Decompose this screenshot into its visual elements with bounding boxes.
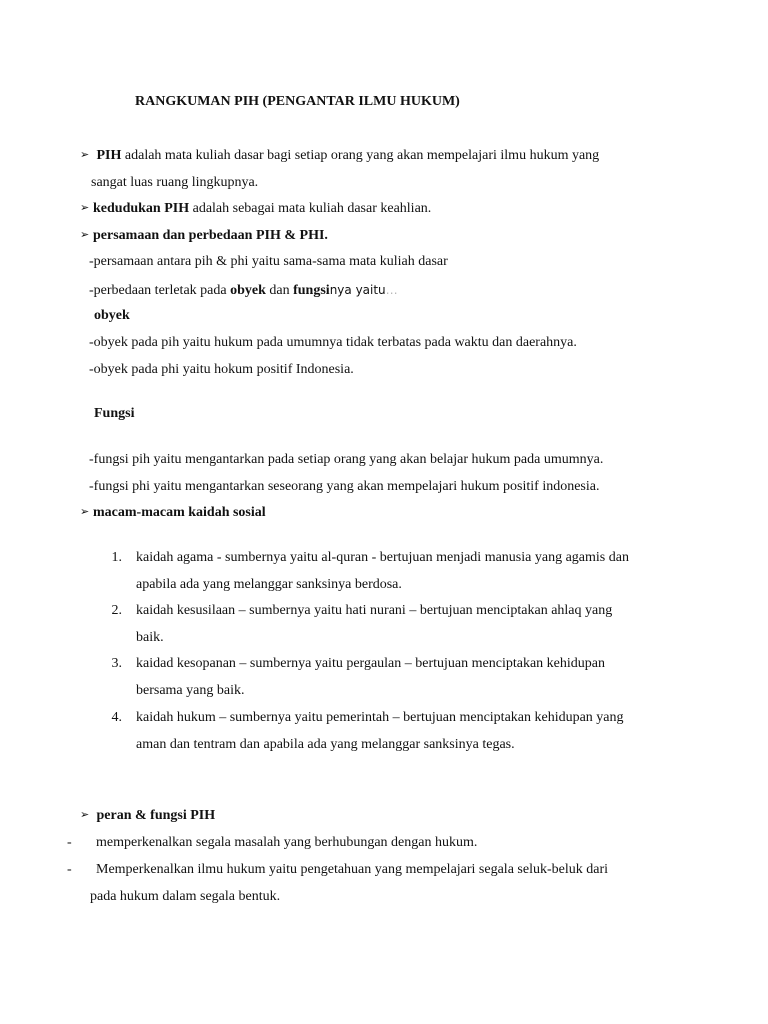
bullet-bold-term: PIH [96,148,122,163]
fungsi-line-2: -fungsi phi yaitu mengantarkan seseorang yang akan mempelajari hukum positif indonesia. [89,479,600,494]
bullet-kedudukan [80,200,431,218]
arrow-bullet-icon: ➢ [80,201,90,214]
list-item-line-1: kaidah hukum – sumbernya yaitu pemerintah – bertujuan menciptakan kehidupan yang [136,710,624,725]
bullet-peran-fungsi [80,807,215,825]
bullet-persamaan-perbedaan [80,227,328,245]
perbedaan-mid: dan [265,283,294,298]
list-item-line-1: kaidah kesusilaan – sumbernya yaitu hati nurani – bertujuan menciptakan ahlaq yang [136,603,613,618]
arrow-bullet-icon: ➢ [80,148,90,161]
list-number: 4. [111,710,122,725]
bullet-kaidah-sosial [80,504,266,522]
bullet-bold-term: peran & fungsi PIH [96,808,216,823]
bullet-continuation: sangat luas ruang lingkupnya. [91,175,259,190]
list-item-line-2: apabila ada yang melanggar sanksinya berdosa. [136,577,402,592]
arrow-bullet-icon: ➢ [80,505,90,518]
bullet-pih-definition [80,147,599,165]
dash-marker: - [67,862,72,877]
list-number: 3. [111,656,122,671]
perbedaan-bold-fungsi: fungsi [293,283,330,298]
bullet-bold-term: persamaan dan perbedaan PIH & PHI. [93,228,328,243]
truncation-ellipsis: … [385,283,398,297]
peran-line-2: Memperkenalkan ilmu hukum yaitu pengetahuan yang mempelajari segala seluk-beluk dari [96,862,608,877]
perbedaan-text [89,281,398,300]
arrow-bullet-icon: ➢ [80,808,90,821]
bullet-text: adalah mata kuliah dasar bagi setiap orang yang akan mempelajari ilmu hukum yang [121,148,600,163]
dash-marker: - [67,835,72,850]
page-title: RANGKUMAN PIH (PENGANTAR ILMU HUKUM) [135,94,460,109]
fungsi-heading: Fungsi [94,406,135,421]
bullet-text: adalah sebagai mata kuliah dasar keahlian. [189,201,432,216]
fungsi-line-1: -fungsi pih yaitu mengantarkan pada setiap orang yang akan belajar hukum pada umumnya. [89,452,604,467]
peran-line-2-continuation: pada hukum dalam segala bentuk. [90,889,281,904]
list-number: 2. [111,603,122,618]
perbedaan-tail: nya yaitu [329,283,386,297]
bullet-bold-term: macam-macam kaidah sosial [93,505,266,520]
list-item-line-2: aman dan tentram dan apabila ada yang melanggar sanksinya tegas. [136,737,515,752]
perbedaan-bold-obyek: obyek [230,283,266,298]
arrow-bullet-icon: ➢ [80,228,90,241]
list-number: 1. [111,550,122,565]
obyek-line-1: -obyek pada pih yaitu hukum pada umumnya tidak terbatas pada waktu dan daerahnya. [89,335,577,350]
persamaan-text: -persamaan antara pih & phi yaitu sama-sama mata kuliah dasar [89,254,448,269]
obyek-heading: obyek [94,308,130,323]
list-item-line-1: kaidah agama - sumbernya yaitu al-quran - bertujuan menjadi manusia yang agamis dan [136,550,629,565]
peran-line-1: memperkenalkan segala masalah yang berhubungan dengan hukum. [96,835,478,850]
bullet-bold-term: kedudukan PIH [93,201,190,216]
list-item-line-2: bersama yang baik. [136,683,245,698]
list-item-line-1: kaidad kesopanan – sumbernya yaitu pergaulan – bertujuan menciptakan kehidupan [136,656,605,671]
perbedaan-prefix: -perbedaan terletak pada [89,283,231,298]
list-item-line-2: baik. [136,630,164,645]
obyek-line-2: -obyek pada phi yaitu hokum positif Indonesia. [89,362,354,377]
